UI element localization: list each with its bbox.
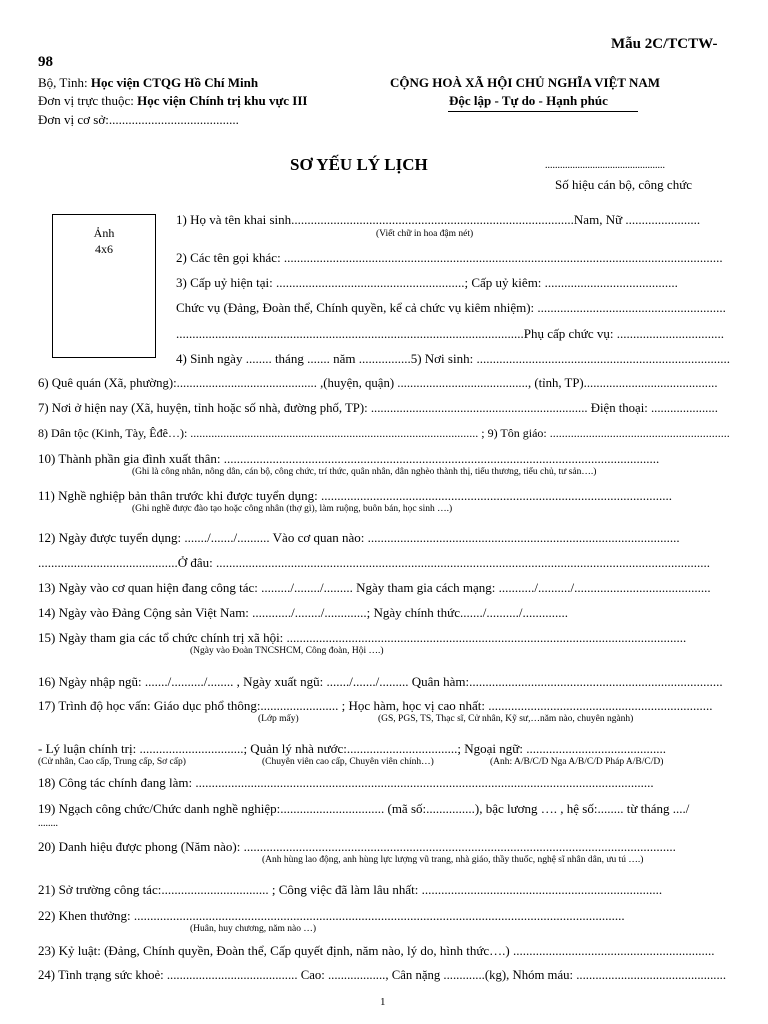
hint-education-grade: (Lớp mấy) [258, 714, 299, 724]
field-hometown: 6) Quê quán (Xã, phường):............................................ ,(huyện, quận) ........................................., (tỉnh, TP).......................................... [38, 376, 718, 390]
field-family-background: 10) Thành phần gia đình xuất thân: ...................................................................................................................................... [38, 451, 660, 466]
hint-prior-occupation: (Ghi nghề được đào tạo hoặc công nhân (thợ gì), làm ruộng, buôn bán, học sinh ….) [132, 504, 453, 514]
page-title: SƠ YẾU LÝ LỊCH [290, 155, 428, 174]
ministry-label: Bộ, Tỉnh: [38, 75, 88, 90]
field-civil-grade-cont: ........ [38, 818, 58, 829]
field-birth: 4) Sinh ngày ........ tháng ....... năm ................5) Nơi sinh: .............................................................................. [176, 351, 730, 366]
id-dots: ................................................ [545, 160, 665, 171]
id-label: Số hiệu cán bộ, công chức [555, 177, 693, 192]
hint-social-orgs: (Ngày vào Đoàn TNCSHCM, Công đoàn, Hội ….) [190, 646, 384, 656]
photo-box [52, 214, 156, 358]
field-current-work: 18) Công tác chính đang làm: ............................................................................................................................................. [38, 775, 654, 790]
ministry-line [38, 75, 258, 91]
field-discipline: 23) Kỷ luật: (Đảng, Chính quyền, Đoàn thể, Cấp quyết định, năm nào, lý do, hình thức….) .............................................................. [38, 943, 715, 958]
field-civil-grade: 19) Ngạch công chức/Chức danh nghề nghiệp:................................ (mã số:...............), bậc lương …. , hệ số:........ từ tháng ..../ [38, 801, 690, 816]
nation-heading: CỘNG HOÀ XÃ HỘI CHỦ NGHĨA VIỆT NAM [390, 75, 661, 90]
field-political-theory: - Lý luận chính trị: ................................; Quản lý nhà nước:..................................; Ngoại ngữ: ........................................... [38, 741, 666, 756]
hint-state-management: (Chuyên viên cao cấp, Chuyên viên chính…) [262, 757, 434, 767]
field-titles: 20) Danh hiệu được phong (Năm nào): ..................................................................................................................................... [38, 839, 676, 854]
form-code: Mẫu 2C/TCTW- [611, 36, 718, 52]
field-residence: 7) Nơi ở hiện nay (Xã, huyện, tỉnh hoặc số nhà, đường phố, TP): .................................................................... Điện thoại: ..................... [38, 401, 718, 415]
field-other-names: 2) Các tên gọi khác: ....................................................................................................................................... [176, 250, 723, 265]
hint-political-theory: (Cử nhân, Cao cấp, Trung cấp, Sơ cấp) [38, 757, 186, 767]
hint-education-degree: (GS, PGS, TS, Thạc sĩ, Cử nhân, Kỹ sư,…năm nào, chuyên ngành) [378, 714, 634, 724]
field-full-name: 1) Họ và tên khai sinh.......................................................................................Nam, Nữ ....................... [176, 212, 701, 227]
field-recruitment: 12) Ngày được tuyển dụng: ......./......./.......... Vào cơ quan nào: ................................................................................................ [38, 530, 680, 545]
field-position-allowance: ...........................................................................................................Phụ cấp chức vụ: ................................. [176, 326, 724, 341]
hint-full-name: (Viết chữ in hoa đậm nét) [376, 229, 474, 239]
photo-label: Ảnh [93, 226, 115, 240]
hint-family-background: (Ghi là công nhân, nông dân, cán bộ, công chức, trí thức, quân nhân, dân nghèo thành thị, tiểu thương, tiểu chủ, tư sản….) [132, 467, 597, 477]
field-party-join: 14) Ngày vào Đảng Cộng sản Việt Nam: ............/......../.............; Ngày chính thức......./........../.............. [38, 605, 568, 620]
motto-underline [448, 111, 638, 112]
field-strengths: 21) Sở trường công tác:................................. ; Công việc đã làm lâu nhất: .......................................................................... [38, 882, 663, 897]
field-prior-occupation: 11) Nghề nghiệp bản thân trước khi được tuyển dụng: ............................................................................................................ [38, 488, 672, 503]
motto: Độc lập - Tự do - Hạnh phúc [449, 93, 608, 108]
unit-line [38, 93, 307, 109]
field-ethnicity-religion: 8) Dân tộc (Kinh, Tày, Êđê…): ................................................................................................ ; 9) Tôn giáo: ............................................................ [38, 426, 730, 440]
field-awards: 22) Khen thưởng: ....................................................................................................................................................... [38, 908, 625, 923]
field-current-agency-date: 13) Ngày vào cơ quan hiện đang công tác: ........./......../......... Ngày tham gia cách mạng: .........../........../.......................................... [38, 580, 711, 595]
base-unit: Đơn vị cơ sở:........................................ [38, 112, 239, 127]
hint-titles: (Anh hùng lao động, anh hùng lực lượng vũ trang, nhà giáo, thầy thuốc, nghệ sĩ nhân dân, ưu tú ….) [262, 855, 644, 865]
field-party-committee: 3) Cấp uỷ hiện tại: ..........................................................; Cấp uỷ kiêm: ......................................... [176, 275, 678, 290]
form-code-cont: 98 [38, 54, 53, 70]
hint-foreign-language: (Anh: A/B/C/D Nga A/B/C/D Pháp A/B/C/D) [490, 757, 664, 767]
field-where: ...........................................Ở đâu: ........................................................................................................................................................ [38, 555, 711, 570]
photo-size: 4x6 [95, 242, 113, 256]
unit-label: Đơn vị trực thuộc: [38, 93, 134, 108]
field-education: 17) Trình độ học vấn: Giáo dục phổ thông:........................ ; Học hàm, học vị cao nhất: ..................................................................... [38, 698, 713, 713]
field-position: Chức vụ (Đảng, Đoàn thể, Chính quyền, kể cả chức vụ kiêm nhiệm): .......................................................... [176, 300, 726, 315]
ministry-value: Học viện CTQG Hồ Chí Minh [90, 75, 259, 90]
field-social-orgs: 15) Ngày tham gia các tổ chức chính trị xã hội: ........................................................................................................................... [38, 630, 687, 645]
unit-value: Học viện Chính trị khu vực III [137, 93, 308, 108]
field-health: 24) Tình trạng sức khoẻ: ......................................... Cao: .................., Cân nặng .............(kg), Nhóm máu: ............................................... [38, 968, 727, 982]
field-military: 16) Ngày nhập ngũ: ......./........../........ , Ngày xuất ngũ: ......./......./......... Quân hàm:.............................................................................. [38, 674, 723, 689]
hint-awards: (Huân, huy chương, năm nào …) [190, 924, 316, 934]
page-number: 1 [380, 996, 386, 1008]
